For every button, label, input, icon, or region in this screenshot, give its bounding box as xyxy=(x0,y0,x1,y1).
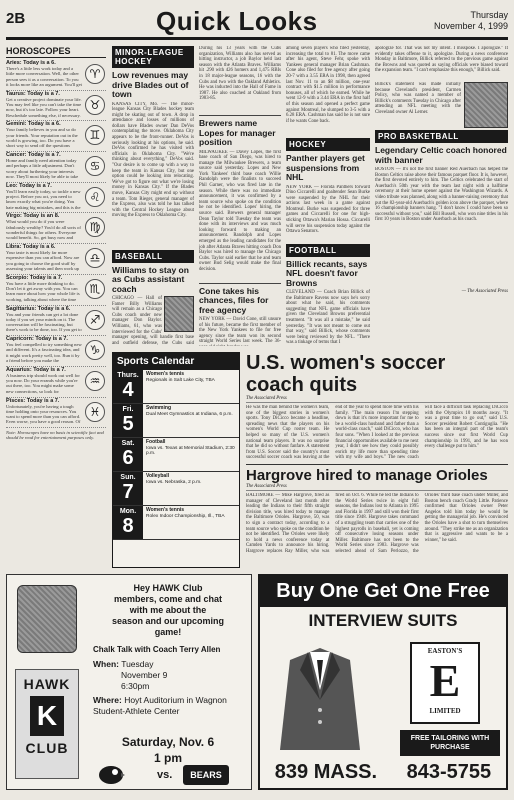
orioles-story xyxy=(246,464,508,568)
jayhawk-logo-icon xyxy=(97,763,125,785)
calendar-day xyxy=(113,506,143,539)
horoscope-entry xyxy=(6,91,106,122)
orioles-body: BALTIMORE — Mike Hargrove, fired as manager of Cleveland last month after leading the Indians to their fifth straight division title, was hired today to manage the Baltimore Orioles. Hargrove, 50, was to sign a contract today, according to a team source who spoke on the condition he not be identified. The Orioles were likely to hold a news conference today at Camden Yards to announce his hiring. Hargrove replaces Ray Miller, who was fired on Oct. 6. While he led the Indians to the World Series twice in eight full seasons, the Indians lost to Atlanta in 1995 and Florida in 1997 and still won their first title since 1948. Hargrove takes command of a struggling team that carries one of the highest payrolls in baseball, yet is coming off consecutive losing seasons under Miller. Baltimore has not been to the World Series since 1983. Hargrove was selected ahead of Sam Perlozzo, the Orioles' third base coach under Miller, and Boston bench coach Grady Little. Patience confirmed that Orioles owner Peter Angelos told him today he would be getting the managerial job. He's convinced the Orioles have a shot to turn themselves around. "They strike me as an organization that is aggressive and wants to be a winner," he said. xyxy=(246,493,508,554)
where-place: Hoyt Auditorium in Wagnon Student-Athlete Center xyxy=(93,695,227,716)
williams-story-continued: During his 13 years with the Cubs organization, Williams also has served as hitting instructor, a job Baylor held last season with the Atlanta Braves. Williams hit .290 with 426 homers and 1,475 RBIs in 18 major-league seasons, 16 with the Cubs and two with the Oakland Athletics. He was inducted into the Hall of Fame in 1987. He also coached at Oakland from 1983-85. xyxy=(199,46,281,102)
section-label-baseball: BASEBALL xyxy=(112,250,194,263)
sign-text: There's a little less work today and a little more conversation. Well, the other person sees it as a conversation. To you it looks more like an argument. You'll get xyxy=(6,66,82,87)
calendar-row xyxy=(113,438,239,472)
lopes-story: MILWAUKEE — Davey Lopes, the first base coach of San Diego, was hired to manage the Milwaukee Brewers, a team source said yesterday. Lopes and New York Yankees' third base coach Willie Randolph were the finalists to succeed Phil Garner, who was fired late in the season. While there was no immediate announcement, it was confirmed by a team source who spoke on the condition he not be identified. Lopes' hiring, the source said. Brewers general manager Dean Taylor told Tuesday the team was done with its interviews and was much looking forward to making an announcement. Randolph and Lopes emerged as the leading candidates for the job after Atlanta Braves hitting coach Don Baylor was hired to manage the Chicago Cubs. Taylor said earlier that he and team owner Bud Selig would make the final decision. xyxy=(199,149,281,272)
horoscope-entry xyxy=(6,275,106,306)
bears-logo: BEARS xyxy=(183,765,229,785)
soccer-body: He was the man behind the women's team, one of the biggest stories in women's sports. Tony DiCicco became a headline, spreading news that the players on his women's World Cup roster team. He helped so many of the U.S. women's national team players. It was no surprise that he did so without fanfare. A statement from U.S. Soccer said the country's most successful soccer coach was leaving at the end of the year to spend more time with his family. "The main reason I'm stepping down is that it's more important for me to be a world-class husband and father than a world-class coach," said DiCicco, who has four sons. "When I looked at the previous financial opportunities available to me next year, I didn't see how they could possibly enrich my life more than spending time with my wife and boys." The new coach will face a difficult task replacing DiCicco with the Olympics 10 months away. "It was a great time to go out," said U.S. Soccer president Robert Contiguglia. "He has been an integral part of the team's success since our first World Cup championship in 1991, and he has won every challenge put to him." xyxy=(246,405,508,461)
sign-text: You'll learn easily today, so tackle a new project. Before you act, you need to know exactly what you're doing. You hate making big mistakes, and this is the xyxy=(6,188,81,210)
sign-name: Taurus: Today is a 7. xyxy=(6,90,60,97)
billick-story-continued: apologize for. That was not my intent. I misspoke. I apologize." It evidently takes offense to it, apologize. During a news conference Monday in Baltimore, Billick referred to the previous game against the Browns and was quoted as saying officials were biased toward the expansion team. "I can't emphasize this enough," Billick said. xyxy=(375,46,508,74)
cone-story: NEW YORK — David Cone, still unsure of his future, became the first member of the New York Yankees to file for free agency since the team won its second straight World Series last week. The 36- xyxy=(199,317,281,345)
eastons-brand-bottom: LIMITED xyxy=(429,707,461,715)
event-detail: Dual Meet Gymnastics at Indiana, 6 p.m. xyxy=(146,411,233,417)
game-time: 1 pm xyxy=(153,751,182,765)
hawk-line2: members, come and chat xyxy=(113,594,223,604)
sign-name: Pisces: Today is a 7. xyxy=(6,397,60,404)
zodiac-icon: ♌ xyxy=(85,187,105,207)
day-of-week: Mon. xyxy=(119,508,137,515)
hawk-line3: with me about the xyxy=(129,605,207,615)
chalk-talk-title: Chalk Talk with Coach Terry Allen xyxy=(93,645,221,654)
event-name: Women's tennis xyxy=(146,371,185,377)
soccer-headline: U.S. women's soccer coach quits xyxy=(246,352,446,396)
orioles-headline: Hargrove hired to manage Orioles xyxy=(246,467,488,484)
sign-text: Get a creative project dominate your life. You may feel like you can't take the time now, but it's too late. Follow your heart. Reschedule something else, if necessary. xyxy=(6,96,82,118)
calendar-event xyxy=(143,370,239,403)
calendar-title: Sports Calendar xyxy=(113,353,239,370)
horoscope-entry xyxy=(6,336,106,367)
section-title: Quick Looks xyxy=(156,6,318,36)
day-number: 4 xyxy=(122,379,134,401)
day-of-week: Fri. xyxy=(122,406,134,413)
section-label-hockey: MINOR-LEAGUE HOCKEY xyxy=(112,46,194,68)
horoscope-entry xyxy=(6,213,106,244)
zodiac-icon: ♒ xyxy=(85,371,105,391)
sign-text: You feel compelled to try something new and different. It's a fascinating idea, and it might work pretty well, too. Run it by a friend before you make the xyxy=(6,342,82,364)
billick-photo xyxy=(464,82,508,128)
soccer-source: The Associated Press xyxy=(246,396,508,403)
sign-name: Virgo: Today is an 8. xyxy=(6,213,60,220)
hawk-ad-message xyxy=(93,583,243,638)
horoscope-entry xyxy=(6,183,106,214)
calendar-row xyxy=(113,472,239,506)
when-time: 6:30pm xyxy=(121,681,150,691)
billick-photo-block xyxy=(375,82,508,128)
when-date: November 9 xyxy=(121,670,168,680)
day-number: 5 xyxy=(122,413,134,435)
calendar-row xyxy=(113,404,239,438)
horoscope-note: Note: Horoscopes have no basis in scientific fact and should be read for entertainment purposes only. xyxy=(6,430,104,441)
zodiac-icon: ♊ xyxy=(85,125,105,145)
williams-photo xyxy=(164,296,194,332)
panthers-story: NEW YORK — Florida Panthers forward Dino Ciccarelli and goaltender Sean Burke were suspended by the NHL for their actions last week in a game against Montreal. Burke was suspended for three games and Ciccarelli for one for high-sticking Ottawa's Marian Hossa. Ciccarelli will serve his suspension today against the Ottawa Senators. xyxy=(286,184,370,235)
event-name: Football xyxy=(146,439,166,445)
eastons-address: 839 MASS. xyxy=(274,761,378,783)
eastons-brand-top: EASTON'S xyxy=(427,647,463,655)
horoscopes-title: HOROSCOPES xyxy=(6,46,106,58)
day-of-week: Sun. xyxy=(120,474,136,481)
williams-headline: Williams to stay on as Cubs assistant coach xyxy=(112,264,189,294)
eastons-subhead: INTERVIEW SUITS xyxy=(308,611,458,630)
logo-k-badge: K xyxy=(30,696,64,736)
sign-name: Aquarius: Today is a 7. xyxy=(6,366,66,373)
when-label: When: xyxy=(93,659,119,669)
hawk-club-logo xyxy=(15,669,79,779)
eastons-phone: 843-5755 xyxy=(406,761,492,783)
day-number: 6 xyxy=(122,447,134,469)
zodiac-icon: ♉ xyxy=(85,95,105,115)
sign-name: Cancer: Today is a 7. xyxy=(6,152,61,159)
divider xyxy=(199,115,281,116)
calendar-event xyxy=(143,404,239,437)
calendar-day xyxy=(113,370,143,403)
logo-club-text: CLUB xyxy=(25,740,69,756)
issue-date-text: November 4, 1999 xyxy=(433,21,508,31)
orioles-source: The Associated Press xyxy=(246,484,508,491)
billick-photo-caption: Billick's statement was made initially because Cleveland's president, Carmen Policy, who was named a member of Billick's comments Tuesday in Chicago after attending an NFL meeting with the Cleveland owner Al Lerner. xyxy=(375,82,461,115)
panthers-headline: Panther players get suspensions from NHL xyxy=(286,153,365,182)
eastons-headline: Buy One Get One Free xyxy=(260,576,506,607)
divider xyxy=(199,283,281,284)
zodiac-icon: ♏ xyxy=(85,279,105,299)
horoscope-entry xyxy=(6,367,106,398)
horoscope-entry xyxy=(6,306,106,337)
auerbach-story: BOSTON — It's not the first banner Red Auerbach has helped the Boston Celtics raise above their famous parquet floor. It is, however, the first devoted entirely to him. The Celtics celebrated the start of Auerbach's 50th year with the team last night with a halftime ceremony at their home opener against the Washington Wizards. A video tribute was planned, along with a banner-raising ceremony that put the 82-year-old Auerbach's golden icon above the parquet, where 16 championship banners hang. "I don't know I could have been so successful without you," said Bill Russell, who won nine titles in his first 10 years in Boston under Auerbach as his coach. xyxy=(375,167,508,223)
sign-name: Leo: Today is a 7. xyxy=(6,182,52,189)
horoscope-entry xyxy=(6,152,106,183)
zodiac-icon: ♓ xyxy=(85,402,105,422)
issue-day: Thursday xyxy=(470,10,508,20)
horoscopes-column xyxy=(6,46,106,568)
suit-illustration xyxy=(270,640,370,750)
press-credit: — The Associated Press xyxy=(461,289,508,294)
hawk-club-ad xyxy=(6,574,252,790)
page-header xyxy=(6,6,508,40)
column-3 xyxy=(199,46,281,346)
eastons-brand-letter: E xyxy=(429,655,461,706)
calendar-event xyxy=(143,438,239,471)
sign-name: Libra: Today is a 6. xyxy=(6,244,56,251)
horoscope-entry xyxy=(6,244,106,275)
day-of-week: Thurs. xyxy=(117,372,139,379)
sign-text: A business trip should work out well for you now. Do your errands while you're out there, too. You might make some new connections, so look for xyxy=(6,372,80,394)
event-name: Swimming xyxy=(146,405,172,411)
section-label-football: FOOTBALL xyxy=(286,244,370,257)
column-4 xyxy=(286,46,370,346)
billick-headline: Billick recants, says NFL doesn't favor Browns xyxy=(286,258,368,288)
soccer-story xyxy=(246,352,508,462)
zodiac-icon: ♈ xyxy=(85,64,105,84)
event-name: Volleyball xyxy=(146,473,169,479)
horoscope-entry xyxy=(6,398,106,429)
sign-name: Aries: Today is a 6. xyxy=(6,60,56,66)
horoscope-entry xyxy=(6,60,106,91)
calendar-day xyxy=(113,438,143,471)
calendar-day xyxy=(113,472,143,505)
lopes-headline: Brewers name Lopes for manager position xyxy=(199,118,276,147)
calendar-event xyxy=(143,506,239,539)
sign-name: Sagittarius: Today is a 6. xyxy=(6,305,71,312)
day-number: 8 xyxy=(122,515,134,537)
blades-story: KANSAS CITY, Mo. — The minor-league Kansas City Blades hockey team might be skating out of town. A drop in attendance and losses of millions of dollars have Blades owner Dan DeVos contemplating the move. Oklahoma City appears to be the front-runner. DeVos is seriously looking at his options, he said. DeVos confirmed he has visited with officials in Oklahoma City. "We're thinking about everything," DeVos said. "Our desire is to come up with a way to keep the team in Kansas City, but one option could be looking into relocating. We've got to figure out what we're losing money in Kansas City." If the Blades move, Kansas City might end up without a team. Tom Rieger, general manager of the Express, also was told he has talked with the Central Hockey League about moving the Express to Oklahoma City. xyxy=(112,101,194,219)
column-5 xyxy=(375,46,508,346)
event-detail: Rolex Indoor Championship, Ill., TBA xyxy=(146,513,225,519)
coach-photo xyxy=(17,585,77,653)
logo-hawk-text: HAWK xyxy=(23,676,71,692)
column-2 xyxy=(112,46,194,346)
sign-text: You have a little more thinking to do. Don't let it get away with you. You can learn more about how your whole life is working, talking about where the time xyxy=(6,280,80,302)
eastons-logo xyxy=(410,642,480,724)
chalk-talk-details xyxy=(93,659,248,717)
calendar-day xyxy=(113,404,143,437)
event-name: Women's tennis xyxy=(146,507,185,513)
page-number: 2B xyxy=(6,10,26,27)
game-date: Saturday, Nov. 6 xyxy=(121,735,215,749)
section-label-basketball: PRO BASKETBALL xyxy=(375,130,508,143)
sign-name: Capricorn: Today is a 7. xyxy=(6,336,68,343)
zodiac-icon: ♐ xyxy=(85,310,105,330)
where-label: Where: xyxy=(93,695,122,705)
sports-calendar xyxy=(112,352,240,568)
issue-date xyxy=(434,10,508,32)
blades-headline: Low revenues may drive Blades out of town xyxy=(112,70,189,99)
sign-text: Your taste is most likely far more expensive than you can afford. Now are you going to choose the good stuff by assessing your talents and then work up xyxy=(6,250,80,272)
hawk-line5: game! xyxy=(154,627,182,637)
event-detail: Iowa vs. Texas at Memorial Stadium, 2:30 p.m. xyxy=(146,445,235,457)
zodiac-icon: ♎ xyxy=(85,248,105,268)
sign-text: You and your friends can get a lot done today if you set your minds on it. The conversation will be fascinating, but there's work to be done, too. If you get to xyxy=(6,311,82,333)
calendar-event xyxy=(143,472,239,505)
event-detail: Iowa vs. Nebraska, 2 p.m. xyxy=(146,479,202,485)
sign-text: Your family believes in you and so do your friends. Your reputation out in the world is growing, too. Do you have a short way to send off the questions xyxy=(6,127,78,149)
section-label-hockey-2: HOCKEY xyxy=(286,138,370,151)
williams-story: CHICAGO — Hall of Famer Billy Williams will remain as a Chicago Cubs coach under new manager Don Baylor. Williams, 61, who was interviewed for the Cubs' manager opening, will handle first base and outfield defense, the Cubs said xyxy=(112,296,194,346)
sign-name: Scorpio: Today is a 7. xyxy=(6,274,63,281)
day-of-week: Sat. xyxy=(121,440,135,447)
sign-text: Home and family need attention today and perhaps a little adjustment. Don't worry about furthering your interests now. They'll most likely be able to take xyxy=(6,158,79,179)
sign-name: Gemini: Today is a 6. xyxy=(6,121,61,128)
zodiac-icon: ♑ xyxy=(85,340,105,360)
eastons-contact xyxy=(260,761,506,784)
cone-story-continued: among seven players who filed yesterday, increasing the total to 81. The move came after his agent, Steve Fehr, spoke with Yankees general manager Brian Cashman. Cone also filed for free agency after going 20-7 with a 3.55 ERA in 1998, then agreed last Nov. 11 to an $8 million, one-year contract with $1.5 million in performance bonuses, all of which he earned. While he went 12-9 with a 3.44 ERA in the first half of this season and opened a perfect game against Montreal, he slumped to 3-5 with a 6.28 ERA. Cashman has said he is not sure if he wants Cone back. xyxy=(286,46,370,124)
sign-text: Unfortunately, you're having a tough time holding onto your resources. You want to spend more than you can afford. Even worse, you have a good reason. Of xyxy=(6,403,81,425)
event-detail: Regionals in Salt Lake City, TBA xyxy=(146,377,215,383)
billick-story: CLEVELAND — Coach Brian Billick of the Baltimore Ravens now says he's sorry about what he said, his comments suggesting that NFL game officials have given the Cleveland Browns preferential treatment. "It was all a mistake," he said yesterday. "It was not meant to come out that way," said Billick, whose comments were being reviewed by the NFL. "There was a tinkage of terms that I xyxy=(286,290,370,346)
calendar-row xyxy=(113,506,239,540)
calendar-days xyxy=(113,370,239,540)
calendar-row xyxy=(113,370,239,404)
vs-label: vs. xyxy=(157,769,173,781)
auerbach-headline: Legendary Celtic coach honored with banner xyxy=(375,145,507,165)
hawk-line1: Hey HAWK Club xyxy=(133,583,203,593)
zodiac-icon: ♍ xyxy=(85,217,105,237)
sign-text: What would you do if you were fabulously wealthy? You'd do all sorts of wonderful things for others. Everyone would benefit. So, get busy now and xyxy=(6,219,81,241)
day-number: 7 xyxy=(122,481,134,503)
horoscope-list xyxy=(6,60,106,428)
horoscope-entry xyxy=(6,121,106,152)
when-day: Tuesday xyxy=(121,659,154,669)
zodiac-icon: ♋ xyxy=(85,156,105,176)
eastons-ad xyxy=(258,574,508,790)
eastons-offer: FREE TAILORING WITH PURCHASE xyxy=(400,730,500,756)
cone-headline: Cone takes his chances, files for free agency xyxy=(199,285,269,315)
hawk-line4: season and our upcoming xyxy=(111,616,224,626)
